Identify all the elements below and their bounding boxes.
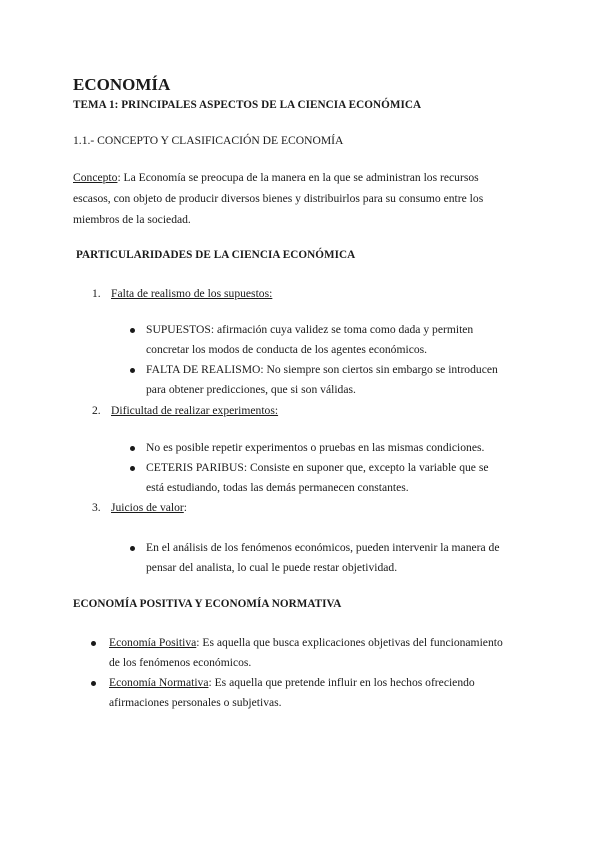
bullet-icon	[130, 368, 135, 373]
particularities-heading: PARTICULARIDADES DE LA CIENCIA ECONÓMICA	[76, 249, 356, 261]
item-3-label: Juicios de valor	[111, 501, 184, 514]
concept-text-1: : La Economía se preocupa de la manera en la que se administran los recursos	[117, 171, 479, 184]
item-1-bullet-2-line-1: FALTA DE REALISMO: No siempre son ciertos sin embargo se introducen	[146, 363, 498, 376]
bullet-icon	[130, 466, 135, 471]
item-2-bullet-2-line-2: está estudiando, todas las demás permanecen constantes.	[146, 481, 409, 494]
item-3-label-wrap	[111, 498, 187, 518]
normative-line-2: afirmaciones personales o subjetivas.	[109, 696, 282, 709]
bullet-icon	[91, 641, 96, 646]
list-number-2: 2.	[92, 404, 101, 417]
bullet-icon	[130, 546, 135, 551]
item-2-bullet-1-line-1: No es posible repetir experimentos o pruebas en las mismas condiciones.	[146, 441, 485, 454]
bullet-icon	[130, 446, 135, 451]
list-number-1: 1.	[92, 287, 101, 300]
item-2-bullet-2-line-1: CETERIS PARIBUS: Consiste en suponer que, excepto la variable que se	[146, 461, 489, 474]
document-title: ECONOMÍA	[73, 75, 171, 94]
item-3-bullet-1-line-2: pensar del analista, lo cual le puede restar objetividad.	[146, 561, 398, 574]
item-3-bullet-1-line-1: En el análisis de los fenómenos económicos, pueden intervenir la manera de	[146, 541, 500, 554]
item-1-bullet-1-line-2: concretar los modos de conducta de los agentes económicos.	[146, 343, 428, 356]
bullet-icon	[130, 328, 135, 333]
positive-line-1	[109, 633, 503, 653]
concept-line-3: miembros de la sociedad.	[73, 213, 191, 226]
item-3-suffix: :	[183, 501, 188, 514]
normative-line-1	[109, 673, 475, 693]
item-2-label: Dificultad de realizar experimentos:	[111, 404, 279, 417]
concept-line-2: escasos, con objeto de producir diversos bienes y distribuirlos para su consumo entre los	[73, 192, 484, 205]
concept-line-1	[73, 168, 479, 188]
item-1-label: Falta de realismo de los supuestos:	[111, 287, 273, 300]
item-1-bullet-2-line-2: para obtener predicciones, que si son válidas.	[146, 383, 356, 396]
positive-line-2: de los fenómenos económicos.	[109, 656, 252, 669]
bullet-icon	[91, 681, 96, 686]
section-heading: 1.1.- CONCEPTO Y CLASIFICACIÓN DE ECONOMÍA	[73, 134, 344, 147]
positive-normative-heading: ECONOMÍA POSITIVA Y ECONOMÍA NORMATIVA	[73, 598, 342, 610]
positive-label: Economía Positiva	[109, 636, 197, 649]
normative-label: Economía Normativa	[109, 676, 209, 689]
item-1-bullet-1-line-1: SUPUESTOS: afirmación cuya validez se toma como dada y permiten	[146, 323, 474, 336]
positive-text-1: : Es aquella que busca explicaciones objetivas del funcionamiento	[196, 636, 503, 649]
list-number-3: 3.	[92, 501, 101, 514]
concept-label: Concepto	[73, 171, 118, 184]
normative-text-1: : Es aquella que pretende influir en los hechos ofreciendo	[208, 676, 475, 689]
topic-heading: TEMA 1: PRINCIPALES ASPECTOS DE LA CIENCIA ECONÓMICA	[73, 99, 422, 111]
